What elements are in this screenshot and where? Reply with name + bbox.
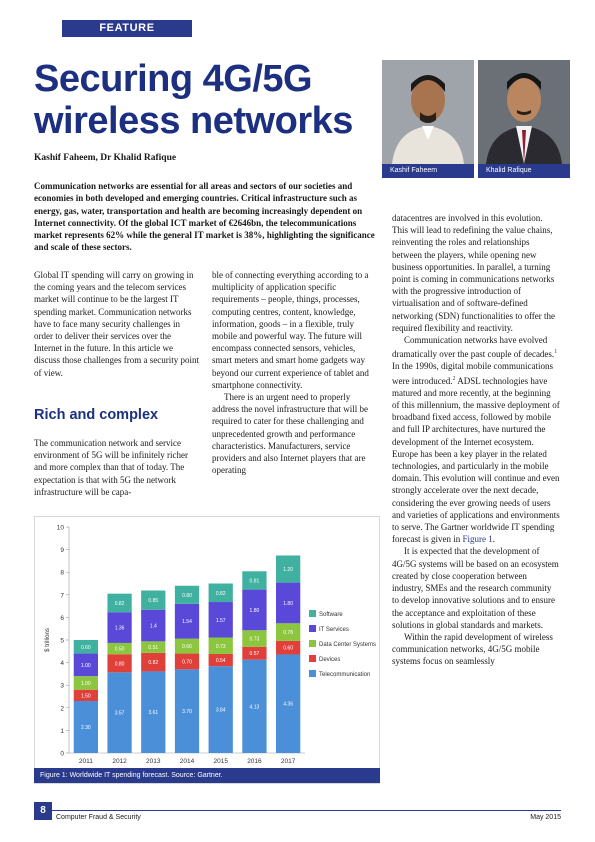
column-2 [212, 269, 377, 476]
bar-value-label: 1.80 [249, 607, 260, 614]
col3-paragraph-3: It is expected that the development of 4G/5G systems will be based on an ecosystem created by close cooperation between industry, SMEs and the research community to develop innovative solutions and to ensure the acceptance and exploitation of these solutions in global standards and markets. [392, 546, 559, 630]
journal-name: Computer Fraud & Security [56, 814, 141, 821]
bar-value-label: 3.70 [182, 709, 192, 716]
article-authors: Kashif Faheem, Dr Khalid Rafique [34, 153, 177, 163]
bar-value-label: 0.73 [249, 636, 260, 643]
col3-paragraph-4: Within the rapid development of wireless communication networks, 4G/5G mobile systems focus on seamlessly [392, 631, 553, 667]
bar-value-label: 1.36 [114, 625, 125, 632]
legend-label: IT Services [319, 627, 349, 633]
abstract: Communication networks are essential for all areas and sectors of our societies and economies in both developed and emerging countries. Critical infrastructure such as energy, gas, water, transportation and health are becoming increasingly dependent on Internet connectivity. Of the global ICT market of €2646bn, the telecommunications market represents 62% while the general IT market is 38%, highlighting the significance and scale of these sectors. [34, 181, 375, 253]
y-tick-label: 10 [56, 524, 64, 532]
x-tick-label: 2012 [112, 758, 127, 765]
figure-link[interactable]: Figure 1 [462, 534, 493, 545]
portrait-image [478, 60, 570, 164]
bar-value-label: 1.00 [80, 662, 91, 669]
bar-value-label: 0.80 [114, 661, 125, 668]
bar-value-label: 3.57 [114, 710, 125, 717]
col3-text: . [492, 534, 495, 545]
col1-paragraph-2: The communication network and service environment of 5G will be infinitely richer and more complex than that of today. The expectation is that with 5G the network infrastructure will be capa- [34, 438, 188, 497]
y-tick-label: 1 [60, 727, 64, 735]
bar-value-label: 0.85 [148, 598, 159, 605]
bar-value-label: 1.54 [182, 619, 192, 626]
y-tick-label: 4 [60, 660, 64, 668]
bar-value-label: 0.82 [114, 600, 125, 607]
bar-value-label: 0.50 [114, 646, 125, 653]
legend-swatch [309, 640, 316, 647]
bar-value-label: 0.82 [215, 590, 226, 597]
bar-value-label: 0.60 [80, 644, 91, 651]
bar-value-label: 0.54 [215, 658, 226, 665]
footnote-ref-1[interactable]: 1 [554, 349, 558, 356]
author-photo-khalid [478, 60, 570, 164]
bar-value-label: 0.81 [249, 578, 260, 585]
bar-value-label: 0.51 [148, 645, 159, 652]
bar-value-label: 0.82 [148, 660, 159, 667]
bar-value-label: 1.4 [149, 623, 157, 630]
bar-value-label: 0.73 [215, 643, 226, 650]
author-photo-kashif [382, 60, 474, 164]
bar-value-label: 2.30 [80, 725, 91, 732]
bar-value-label: 0.70 [182, 659, 192, 666]
y-tick-label: 0 [60, 750, 64, 758]
col1-paragraph-1: Global IT spending will carry on growing in the coming years and the telecom services market will continue to be the largest IT spending market. Communication networks have to face many security challenges in order to deliver their services over the Internet in the future. In this article we discuss those challenges from a security point of view. [34, 270, 199, 378]
x-tick-label: 2016 [247, 758, 262, 765]
legend-label: Data Center Systems [319, 642, 377, 648]
bar-value-label: 3.84 [215, 707, 226, 714]
x-tick-label: 2015 [213, 758, 228, 765]
photo-caption-right: Khalid Rafique [478, 164, 570, 178]
bar-value-label: 0.57 [249, 651, 260, 658]
stacked-bar-chart [35, 517, 379, 769]
y-tick-label: 3 [60, 682, 64, 690]
col3-paragraph-2 [392, 334, 560, 545]
bar-value-label: 1.57 [215, 617, 226, 624]
x-tick-label: 2014 [179, 758, 195, 765]
footer-rule [34, 810, 561, 811]
bar-value-label: 0.66 [182, 644, 192, 651]
footnote-ref-2[interactable]: 2 [452, 375, 456, 382]
col3-paragraph-1: datacentres are involved in this evolution. This will lead to redefining the value chains, reinventing the roles and relationships between the players, while opening new business opportunities. In parallel, a turning point is coming in communications networks with the progressive introduction of virtualisation and of software-defined networking (SDN) functionalities to offer the required flexibility and reactivity. [392, 213, 556, 333]
legend-label: Telecommunication [319, 672, 371, 678]
y-tick-label: 9 [60, 547, 64, 555]
bar-value-label: 1.80 [283, 600, 294, 607]
col3-text: ADSL technologies have matured and more recently, at the beginning of this millennium, the massive deployment of broadband fixed access, followed by mobile and full IP architectures, have nurtured the development of the Internet ecosystem. Europe has been a key player in the related technologies, and particularly in the mobile domain. This evolution will continue and even strongly accelerate over the next decade, considering the ever growing needs of users and varieties of applications and environments to serve. The Gartner worldwide IT spending forecast is given in [392, 375, 560, 545]
y-tick-label: 2 [60, 705, 64, 713]
bar-value-label: 4.13 [249, 704, 260, 711]
bar-value-label: 1.50 [80, 693, 91, 700]
legend-swatch [309, 625, 316, 632]
section-tag: FEATURE [62, 20, 192, 37]
x-tick-label: 2017 [280, 758, 296, 765]
y-tick-label: 8 [60, 569, 64, 577]
y-tick-label: 7 [60, 592, 64, 600]
legend-swatch [309, 655, 316, 662]
figure-1 [34, 516, 380, 784]
x-tick-label: 2011 [78, 758, 93, 765]
legend-swatch [309, 670, 316, 677]
bar-value-label: 0.78 [283, 630, 294, 637]
page-number: 8 [34, 802, 52, 820]
legend-label: Software [319, 612, 343, 618]
bar-value-label: 0.80 [182, 592, 192, 599]
section-heading: Rich and complex [34, 407, 159, 423]
legend-label: Devices [319, 657, 341, 663]
issue-date: May 2015 [530, 814, 561, 821]
col3-text: Communication networks have evolved dramatically over the past couple of decades. [392, 335, 555, 360]
bar-value-label: 4.36 [283, 701, 294, 708]
y-tick-label: 5 [60, 637, 64, 645]
x-tick-label: 2013 [146, 758, 161, 765]
y-axis-label: $ trillions [45, 628, 51, 652]
column-1-continued [34, 437, 199, 498]
bar-value-label: 3.61 [148, 710, 159, 717]
bar-value-label: 1.00 [80, 680, 91, 687]
col2-paragraph-1: ble of connecting everything according to a multiplicity of application specific requirements – people, things, processes, computing centres, content, knowledge, information, goods – in a flexible, truly mobile and powerful way. The future will encompass connected sensors, vehicles, smart meters and smart home gadgets way beyond our current experience of tablet and smartphone connectivity. [212, 270, 369, 390]
legend-swatch [309, 610, 316, 617]
y-tick-label: 6 [60, 614, 64, 622]
col3-text: In the 1990s, digital mobile communications were introduced. [392, 361, 553, 386]
figure-caption: Figure 1: Worldwide IT spending forecast. Source: Gartner. [34, 768, 380, 783]
photo-caption-left: Kashif Faheem [382, 164, 474, 178]
col2-paragraph-2: There is an urgent need to properly address the novel infrastructure that will be required to cater for these challenging and unprecedented growth and performance characteristics. Manufacturers, service providers and also Internet players that are operating [212, 392, 368, 476]
column-3 [392, 212, 560, 668]
bar-value-label: 0.60 [283, 645, 294, 652]
article-title: Securing 4G/5G wireless networks [34, 58, 353, 142]
bar-value-label: 1.20 [283, 567, 294, 574]
column-1 [34, 269, 199, 379]
portrait-image [382, 60, 474, 164]
